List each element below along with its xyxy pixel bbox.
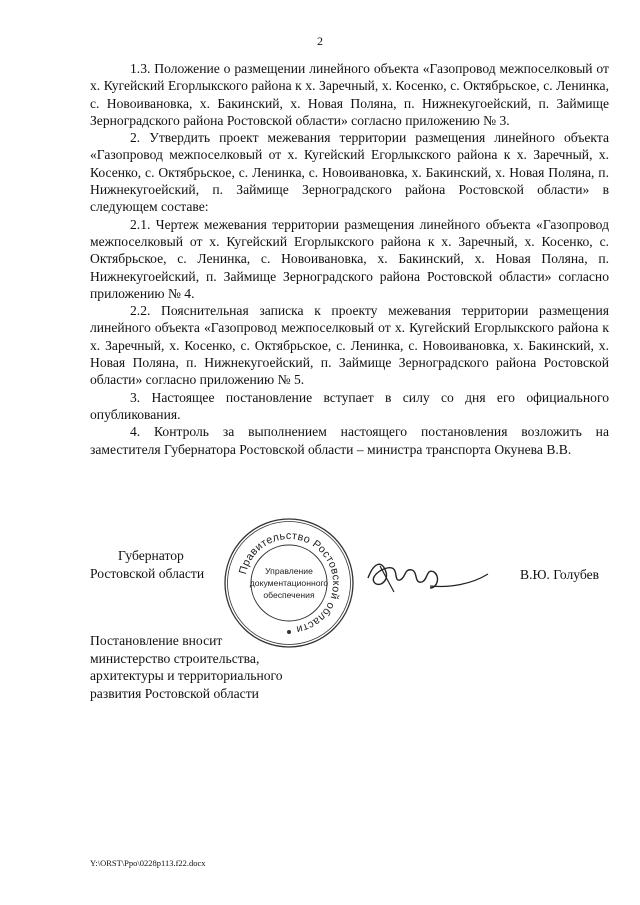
signatory-title-line-1: Губернатор [118,548,184,563]
paragraph-4: 4. Контроль за выполнением настоящего постановления возложить на заместителя Губернатора Ростовской области – министра транспорта Окунева В.В. [90,424,609,457]
file-path-footer: Y:\ORST\Ppo\0228p113.f22.docx [90,858,206,868]
seal-center-line-2: документационного [249,578,329,588]
seal-ring-textpath: Правительство Ростовской области [236,529,343,636]
submitted-by-line-1: Постановление вносит [90,633,223,648]
handwritten-signature [360,548,500,598]
submitted-by-line-2: министерство строительства, [90,650,260,666]
signatory-title-line-2: Ростовской области [90,566,205,581]
submitted-by-line-4: развития Ростовской области [90,685,259,701]
submitted-by-note [90,632,283,702]
seal-star-icon [287,630,291,634]
seal-center-line-3: обеспечения [263,590,315,600]
paragraph-2: 2. Утвердить проект межевания территории размещения линейного объекта «Газопровод межпоселковый от х. Кугейский Егорлыкского района к х. Заречный, х. Косенко, с. Октябрьское, с. Ленинка, с. Новоивановка, х. Бакинский, х. Новая Поляна, п. Нижнекугоейский, п. Займище Зерноградского района Ростовской области» в следующем составе: [90,130,609,215]
submitted-by-line-3: архитектуры и территориального [90,668,283,683]
page-number: 2 [317,34,323,48]
signatory-name: В.Ю. Голубев [520,567,600,582]
paragraph-3: 3. Настоящее постановление вступает в силу со дня его официального опубликования. [90,389,609,422]
paragraph-2-1: 2.1. Чертеж межевания территории размещения линейного объекта «Газопровод межпоселковый от х. Кугейский Егорлыкского района к х. Заречный, х. Косенко, с. Октябрьское, с. Ленинка, с. Новоивановка, х. Бакинский, х. Новая Поляна, п. Нижнекугоейский, п. Займище Зерноградского района Ростовской области» согласно приложению № 4. [90,216,609,301]
signatory-title [90,547,204,583]
seal-center-line-1: Управление [265,566,313,576]
official-seal [222,516,356,650]
paragraph-1-3: 1.3. Положение о размещении линейного объекта «Газопровод межпоселковый от х. Кугейский Егорлыкского района к х. Заречный, х. Косенко, с. Октябрьское, с. Ленинка, с. Новоивановка, х. Бакинский, х. Новая Поляна, п. Нижнекугоейский, п. Займище Зерноградского района Ростовской области» согласно приложению № 3. [90,61,609,128]
decree-body [90,60,609,458]
paragraph-2-2: 2.2. Пояснительная записка к проекту межевания территории размещения линейного объекта «Газопровод межпоселковый от х. Кугейский Егорлыкского района к х. Заречный, х. Косенко, с. Октябрьское, с. Ленинка, с. Новоивановка, х. Бакинский, х. Новая Поляна, п. Нижнекугоейский, п. Займище Зерноградского района Ростовской области» согласно приложению № 5. [90,303,609,388]
